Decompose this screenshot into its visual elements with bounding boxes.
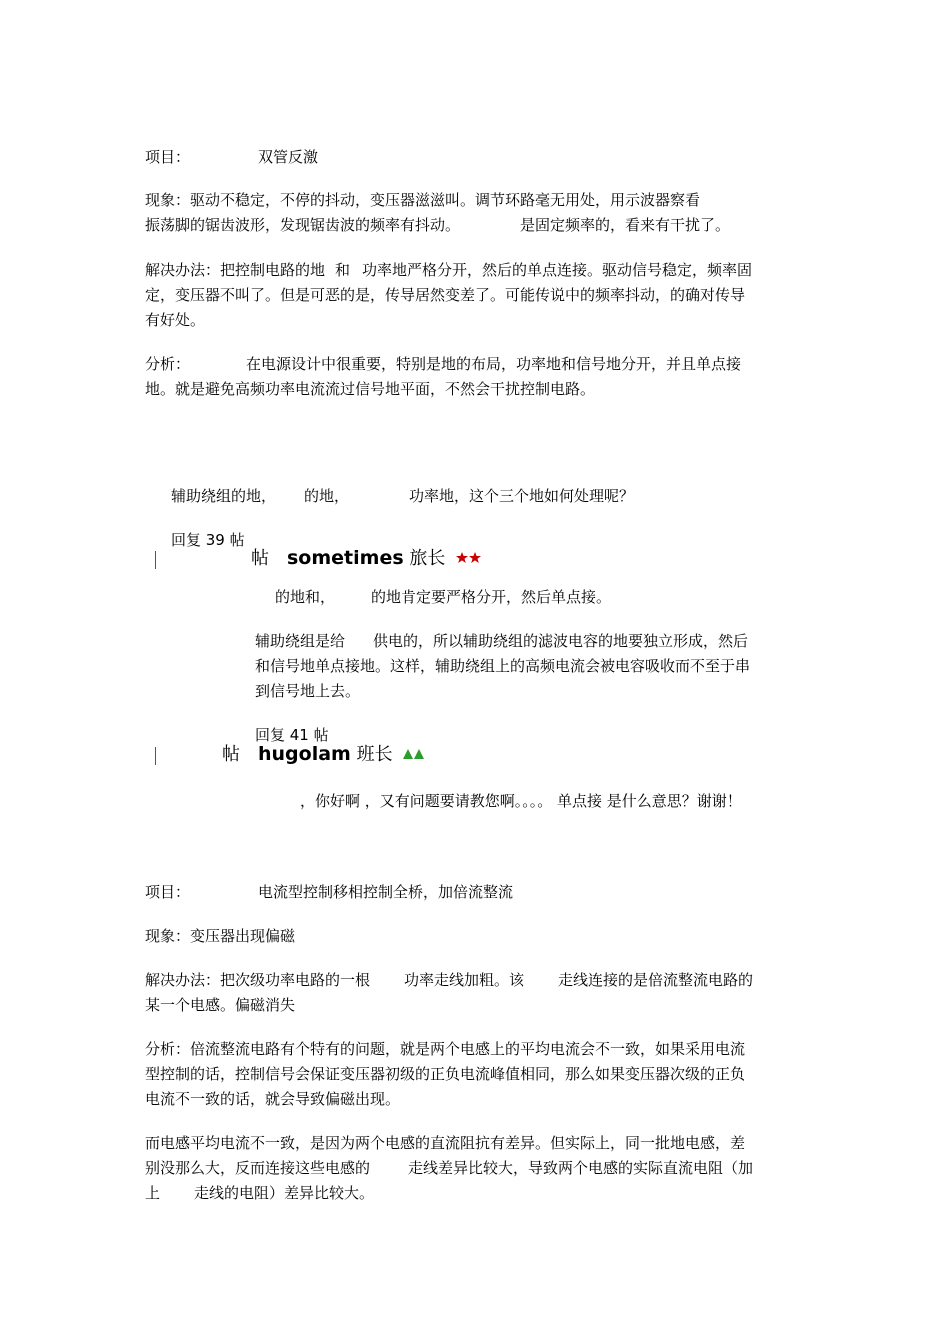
post-prefix: 帖 — [251, 548, 269, 569]
project-title: 电流型控制移相控制全桥，加倍流整流 — [258, 883, 514, 901]
project-line-1 — [145, 146, 318, 168]
project-label: 项目： — [145, 148, 191, 166]
para-text-a: 别没那么大，反而连接这些电感的 — [145, 1159, 371, 1177]
answer-para-text-a: 辅助绕组是给 — [255, 632, 346, 650]
post-header-hugolam — [222, 743, 425, 766]
answer-line-1 — [275, 586, 611, 608]
analysis-line-1 — [145, 353, 741, 375]
analysis-text-a: 在电源设计中很重要，特别是地的布局，功率地和信号地分开，并且单点接 — [246, 355, 742, 373]
username-hugolam[interactable]: hugolam — [258, 743, 351, 765]
two-red-stars-icon — [456, 548, 482, 570]
solution-line-3: 有好处。 — [145, 311, 206, 329]
para-text-d: 走线的电阻）差异比较大。 — [194, 1184, 375, 1202]
project-title: 双管反激 — [258, 148, 319, 166]
solution-line-1 — [145, 259, 752, 281]
para-text-c: 上 — [145, 1184, 161, 1202]
question-text-b: 的地， — [304, 487, 350, 505]
analysis-line-3: 分析：倍流整流电路有个特有的问题，就是两个电感上的平均电流会不一致，如果采用电流 — [145, 1040, 746, 1058]
answer-text-b: 的地肯定要严格分开，然后单点接。 — [371, 588, 612, 606]
solution-text-c: 功率地严格分开，然后的单点连接。驱动信号稳定，频率固 — [362, 261, 753, 279]
project-line-2 — [145, 881, 513, 903]
reply-count-39[interactable]: 回复 39 帖 — [171, 531, 245, 549]
user-rank: 班长 — [356, 744, 393, 765]
para-line-3 — [145, 1182, 374, 1204]
analysis-line-5: 电流不一致的话，就会导致偏磁出现。 — [145, 1090, 401, 1108]
para-line-1: 而电感平均电流不一致，是因为两个电感的直流阻抗有差异。但实际上，同一批地电感，差 — [145, 1134, 746, 1152]
project-label: 项目： — [145, 883, 191, 901]
answer-text-a: 的地和， — [275, 588, 336, 606]
solution-line-4 — [145, 969, 753, 991]
phenomenon-text-b: 是固定频率的，看来有干扰了。 — [520, 216, 731, 234]
analysis-line-4: 型控制的话，控制信号会保证变压器初级的正负电流峰值相同，那么如果变压器次级的正负 — [145, 1065, 746, 1083]
answer-para-line-3: 到信号地上去。 — [255, 682, 361, 700]
para-line-2 — [145, 1157, 753, 1179]
solution-line-2: 定，变压器不叫了。但是可恶的是，传导居然变差了。可能传说中的频率抖动，的确对传导 — [145, 286, 746, 304]
solution-text-b: 和 — [335, 261, 351, 279]
post-divider — [155, 747, 156, 765]
post-prefix: 帖 — [222, 744, 240, 765]
post-divider — [155, 551, 156, 569]
phenomenon-line-3: 现象：变压器出现偏磁 — [145, 927, 296, 945]
solution-text-a: 解决办法：把控制电路的地 — [145, 261, 326, 279]
forum-question — [171, 485, 634, 507]
user-rank: 旅长 — [409, 548, 446, 569]
analysis-line-2: 地。就是避免高频功率电流流过信号地平面，不然会干扰控制电路。 — [145, 380, 596, 398]
phenomenon-line-1: 现象：驱动不稳定，不停的抖动，变压器滋滋叫。调节环路毫无用处，用示波器察看 — [145, 191, 701, 209]
username-sometimes[interactable]: sometimes — [287, 547, 404, 569]
solution-text-b: 功率走线加粗。该 — [404, 971, 525, 989]
solution-line-5: 某一个电感。偏磁消失 — [145, 996, 296, 1014]
para-text-b: 走线差异比较大，导致两个电感的实际直流电阻（加 — [408, 1159, 754, 1177]
analysis-label: 分析： — [145, 355, 191, 373]
two-green-triangles-icon — [403, 744, 425, 766]
answer-para-line-2: 和信号地单点接地。这样，辅助绕组上的高频电流会被电容吸收而不至于串 — [255, 657, 751, 675]
phenomenon-text-a: 振荡脚的锯齿波形，发现锯齿波的频率有抖动。 — [145, 216, 461, 234]
followup-question: ，你好啊 ，又有问题要请教您啊。。。。 单点接 是什么意思？谢谢！ — [300, 792, 742, 810]
post-header-sometimes — [251, 547, 482, 570]
question-text-c: 功率地，这个三个地如何处理呢？ — [409, 487, 635, 505]
solution-text-c: 走线连接的是倍流整流电路的 — [558, 971, 754, 989]
solution-text-a: 解决办法：把次级功率电路的一根 — [145, 971, 371, 989]
answer-para-line-1 — [255, 630, 748, 652]
phenomenon-line-2 — [145, 214, 730, 236]
answer-para-text-b: 供电的，所以辅助绕组的滤波电容的地要独立形成，然后 — [373, 632, 749, 650]
reply-count-41[interactable]: 回复 41 帖 — [255, 726, 329, 744]
question-text-a: 辅助绕组的地， — [171, 487, 277, 505]
